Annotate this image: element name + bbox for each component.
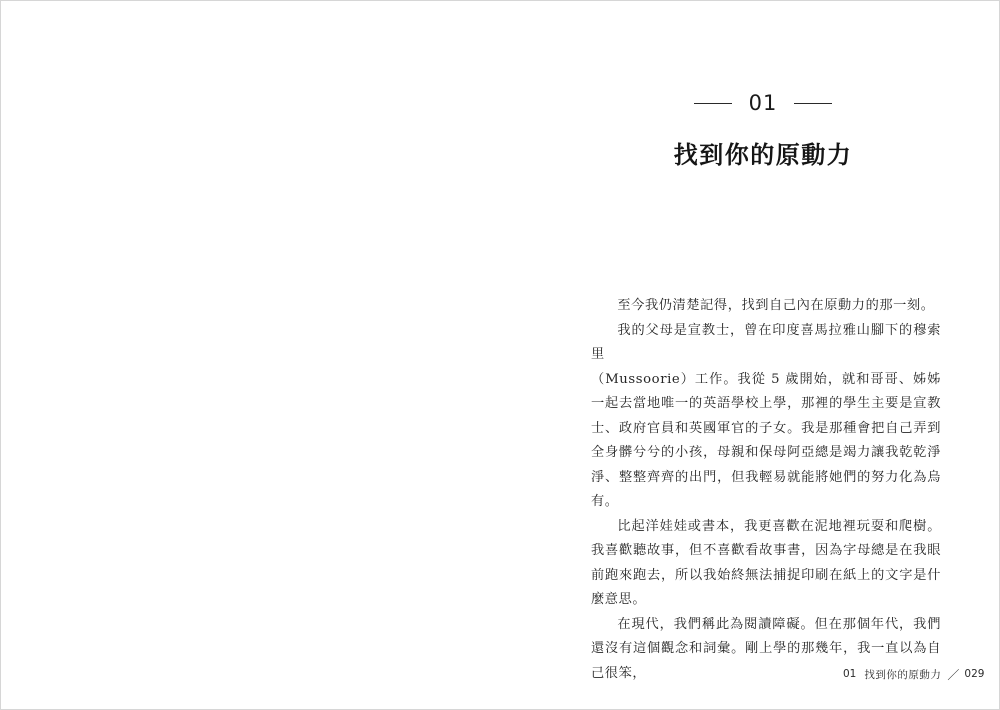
footer-separator: ／ xyxy=(947,667,960,682)
paragraph: 我的父母是宣教士，曾在印度喜馬拉雅山腳下的穆索里 xyxy=(591,322,941,362)
running-footer xyxy=(843,665,985,683)
footer-chapter-number: 01 xyxy=(843,668,857,680)
body-text xyxy=(591,294,941,686)
left-page-blank xyxy=(1,1,501,709)
heading-rule-right xyxy=(794,103,832,104)
chapter-number: 01 xyxy=(748,91,778,115)
paragraph: 在現代，我們稱此為閱讀障礙。但在那個年代，我們還沒有這個觀念和詞彙。剛上學的那幾年，我一直以為自己很笨， xyxy=(591,616,941,681)
paragraph: 比起洋娃娃或書本，我更喜歡在泥地裡玩耍和爬樹。我喜歡聽故事，但不喜歡看故事書，因為字母總是在我眼前跑來跑去，所以我始終無法捕捉印刷在紙上的文字是什麼意思。 xyxy=(591,518,941,607)
paragraph: 至今我仍清楚記得，找到自己內在原動力的那一刻。 xyxy=(617,298,935,313)
chapter-number-heading xyxy=(694,89,832,117)
footer-chapter-title: 找到你的原動力 xyxy=(864,668,942,681)
paragraph-continued: （Mussoorie）工作。我從 5 歲開始，就和哥哥、姊姊一起去當地唯一的英語學校上學，那裡的學生主要是宣教士、政府官員和英國軍官的子女。我是那種會把自己弄到全身髒兮兮的小孩，母親和保母阿亞總是竭力讓我乾乾淨淨、整整齊齊的出門，但我輕易就能將她們的努力化為烏有。 xyxy=(591,371,941,509)
chapter-title: 找到你的原動力 xyxy=(673,141,853,169)
heading-rule-left xyxy=(694,103,732,104)
page-number: 029 xyxy=(964,668,985,680)
